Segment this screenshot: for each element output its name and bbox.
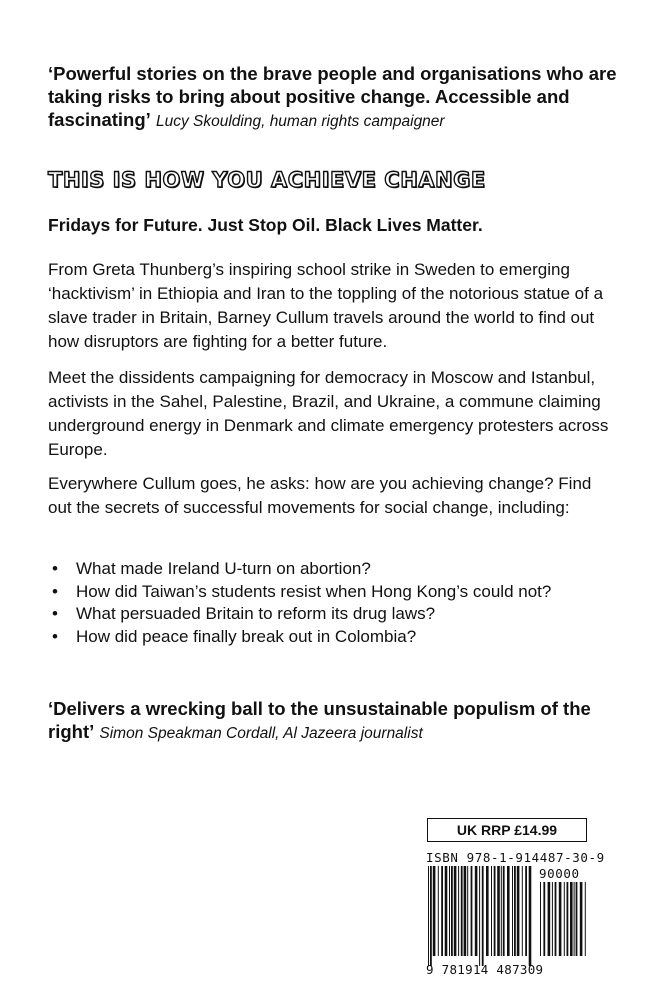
barcode-bar — [540, 882, 541, 956]
barcode-bar — [458, 866, 459, 956]
barcode-bar — [441, 866, 443, 956]
addon-code: 90000 — [539, 866, 580, 881]
list-item: • How did Taiwan’s students resist when Hong Kong’s could not? — [48, 581, 618, 604]
list-item: • How did peace finally break out in Colombia? — [48, 626, 618, 649]
barcode-bar — [486, 866, 489, 956]
bottom-quote-text: ‘Delivers a wrecking ball to the unsustainable populism of the right’ — [48, 698, 591, 742]
barcode-bar — [574, 882, 575, 956]
barcode-bar — [576, 882, 578, 956]
barcode-bar — [507, 866, 510, 956]
barcode-bar — [585, 882, 586, 956]
barcode-bar — [525, 866, 527, 956]
barcode-bar — [454, 866, 457, 956]
barcode-bar — [494, 866, 496, 956]
barcode-bar — [451, 866, 453, 956]
barcode-bar — [543, 882, 545, 956]
question-list — [48, 558, 618, 648]
barcode-bar — [555, 882, 557, 956]
barcode-bar — [512, 866, 513, 956]
body-paragraph-1: From Greta Thunberg’s inspiring school strike in Sweden to emerging ‘hacktivism’ in Ethiopia and Iran to the toppling of the notorious statue of a slave trader in Britain, Barney Cullum travels around the world to find out how disruptors are fighting for a better future. — [48, 260, 604, 351]
barcode-bar — [482, 866, 484, 966]
barcode-bar — [567, 882, 569, 956]
barcode-bar — [522, 866, 523, 956]
barcode-bar — [491, 866, 492, 956]
headline: THIS IS HOW YOU ACHIEVE CHANGE — [48, 168, 486, 192]
list-item: • What made Ireland U-turn on abortion? — [48, 558, 618, 581]
barcode-bar — [445, 866, 448, 956]
barcode-bar — [471, 866, 473, 956]
barcode-bar — [580, 882, 583, 956]
bottom-quote-attribution: Simon Speakman Cordall, Al Jazeera journalist — [99, 725, 423, 742]
barcode-bar — [570, 882, 573, 956]
barcode-bar — [497, 866, 500, 956]
barcode-bar — [529, 866, 532, 966]
barcode-addon-icon — [540, 882, 586, 966]
barcode-bar — [430, 866, 432, 966]
barcode-bar — [449, 866, 450, 956]
list-item: • What persuaded Britain to reform its drug laws? — [48, 603, 618, 626]
barcode-bar — [438, 866, 439, 956]
top-quote-attribution: Lucy Skoulding, human rights campaigner — [155, 113, 445, 130]
barcode-number: 9 781914 487309 — [426, 962, 544, 977]
top-review-quote — [48, 62, 628, 133]
barcode-bar — [461, 866, 463, 956]
barcode-bar — [428, 866, 429, 966]
top-quote-text: ‘Powerful stories on the brave people and organisations who are taking risks to bring about positive change. Accessible and fascinating’ — [48, 63, 617, 130]
barcode-bar — [552, 882, 553, 956]
body-paragraph-3: Everywhere Cullum goes, he asks: how are you achieving change? Find out the secrets of successful movements for social change, including: — [48, 474, 592, 517]
body-paragraph-2: Meet the dissidents campaigning for democracy in Moscow and Istanbul, activists in the Sahel, Palestine, Brazil, and Ukraine, a commune claiming underground energy in Denmark and climate emergency protesters across Europe. — [48, 368, 609, 459]
barcode-bar — [433, 866, 436, 956]
barcode-bar — [548, 882, 551, 956]
barcode-bar — [514, 866, 516, 956]
barcode-bar — [467, 866, 468, 956]
bottom-review-quote — [48, 697, 628, 745]
barcode-bar — [559, 882, 562, 956]
barcode-main-icon — [428, 866, 534, 966]
lead-line: Fridays for Future. Just Stop Oil. Black Lives Matter. — [48, 215, 483, 235]
barcode-bar — [479, 866, 480, 966]
barcode-bar — [564, 882, 565, 956]
isbn-label: ISBN 978-1-914487-30-9 — [426, 850, 605, 865]
barcode-bar — [464, 866, 467, 956]
barcode-bar — [517, 866, 520, 956]
barcode-bar — [503, 866, 505, 956]
barcode-bar — [501, 866, 502, 956]
price-label: UK RRP £14.99 — [427, 818, 587, 842]
barcode-bar — [475, 866, 478, 956]
